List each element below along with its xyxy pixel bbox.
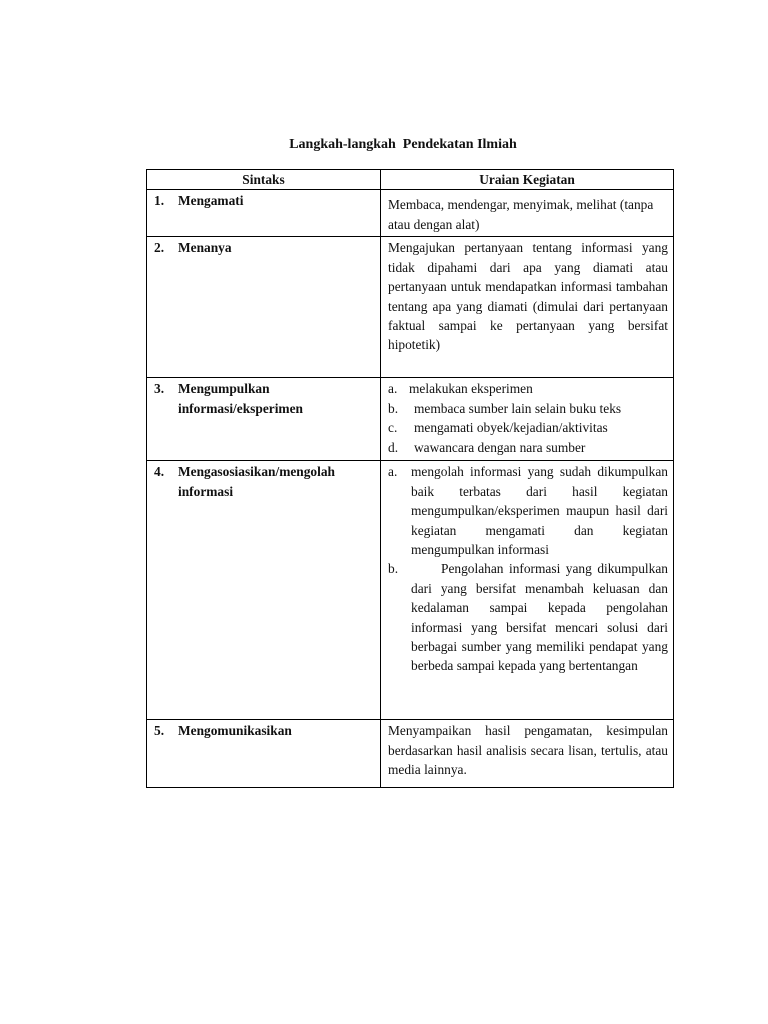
list-text: Pengolahan informasi yang dikumpulkan dari yang bersifat menambah keluasan dan kedalaman sampai kepada pengolahan informasi yang bersifat mencari solusi dari berbagai sumber yang memiliki pendapat yang berbeda sampai kepada yang bertentangan	[411, 561, 668, 674]
row-number: 1.	[154, 193, 165, 209]
list-marker: a.	[388, 464, 398, 480]
list-text: membaca sumber lain selain buku teks	[414, 400, 622, 416]
uraian-text: Membaca, mendengar, menyimak, melihat (tanpa atau dengan alat)	[388, 197, 654, 232]
list-item	[388, 379, 668, 398]
list-marker: c.	[388, 420, 398, 436]
uraian-cell	[381, 461, 674, 720]
list-item	[388, 399, 668, 418]
uraian-cell	[381, 720, 674, 788]
uraian-cell	[381, 378, 674, 461]
table-row	[147, 378, 674, 461]
table-row	[147, 461, 674, 720]
list-item	[388, 559, 668, 675]
uraian-cell	[381, 190, 674, 237]
sintaks-cell	[147, 461, 381, 720]
list-text: melakukan eksperimen	[409, 381, 533, 397]
sintaks-cell	[147, 190, 381, 237]
sintaks-cell	[147, 378, 381, 461]
sintaks-label: Mengamati	[178, 193, 244, 209]
row-number: 3.	[154, 381, 165, 397]
uraian-text: Menyampaikan hasil pengamatan, kesimpulan berdasarkan hasil analisis secara lisan, tertulis, atau media lainnya.	[388, 723, 668, 778]
header-uraian-kegiatan: Uraian Kegiatan	[381, 170, 674, 190]
table-row	[147, 190, 674, 237]
table-header-row	[147, 170, 674, 190]
row-number: 4.	[154, 464, 165, 480]
sintaks-cell	[147, 237, 381, 378]
table-row	[147, 720, 674, 788]
list-item	[388, 418, 668, 437]
list-text: wawancara dengan nara sumber	[414, 439, 586, 455]
row-number: 2.	[154, 240, 165, 256]
document-title: Langkah-langkah Pendekatan Ilmiah	[289, 137, 517, 152]
list-text: mengolah informasi yang sudah dikumpulkan baik terbatas dari hasil kegiatan mengumpulkan/eksperimen maupun hasil dari kegiatan mengamati dan kegiatan mengumpulkan informasi	[411, 464, 668, 558]
list-marker: b.	[388, 561, 399, 577]
uraian-cell	[381, 237, 674, 378]
list-item	[388, 438, 668, 457]
row-number: 5.	[154, 723, 165, 739]
sintaks-cell	[147, 720, 381, 788]
list-marker: d.	[388, 439, 399, 455]
sintaks-label: Mengomunikasikan	[178, 723, 292, 739]
list-item	[388, 462, 668, 559]
sintaks-label: Menanya	[178, 240, 232, 256]
list-marker: b.	[388, 400, 399, 416]
scientific-approach-table	[146, 169, 674, 788]
sintaks-label: Mengumpulkan informasi/eksperimen	[178, 381, 303, 416]
list-marker: a.	[388, 381, 398, 397]
sintaks-label: Mengasosiasikan/mengolah informasi	[178, 464, 335, 499]
uraian-text: Mengajukan pertanyaan tentang informasi yang tidak dipahami dari apa yang diamati atau pertanyaan untuk mendapatkan informasi tambahan tentang apa yang diamati (dimulai dari pertanyaan faktual sampai ke pertanyaan yang bersifat hipotetik)	[388, 240, 668, 353]
list-text: mengamati obyek/kejadian/aktivitas	[414, 420, 608, 436]
header-sintaks: Sintaks	[147, 170, 381, 190]
table-row	[147, 237, 674, 378]
